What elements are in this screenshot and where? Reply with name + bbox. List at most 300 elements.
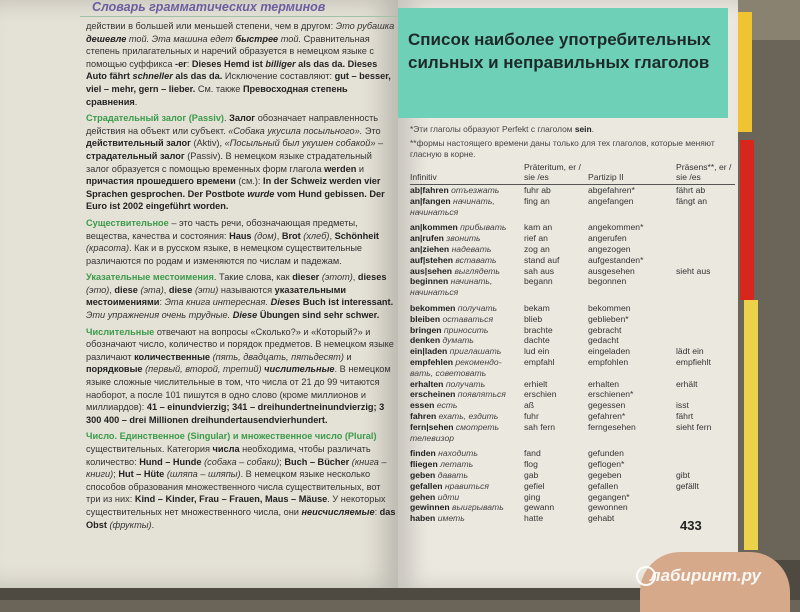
translation: летать [437, 459, 474, 470]
text-run: . [151, 519, 155, 530]
prasens-cell [676, 314, 735, 325]
translation: нравиться [442, 480, 489, 491]
text-run: числительные [264, 364, 335, 375]
partizip-cell: ferngesehen [588, 421, 636, 432]
text-run: неисчисляемые [301, 506, 375, 517]
text-run: 41 – einundvierzig; 341 – dreihundertneinundvierzig; 3 300 400 – drei Millionen dreihundertausendvierhundert. [86, 402, 385, 425]
table-row [410, 470, 735, 481]
prateritum-cell: brachte [524, 324, 553, 335]
prateritum-cell: empfahl [524, 356, 555, 367]
infinitive-cell [410, 459, 524, 470]
partizip-cell: gefallen [588, 480, 619, 491]
text-run: Schönheit [334, 230, 379, 241]
text-run: dieser [292, 272, 320, 283]
infinitive-cell [410, 217, 524, 233]
prateritum-cell: fand [524, 448, 541, 459]
prasens-cell: erhält [676, 378, 698, 389]
glossary-entry [86, 217, 396, 267]
prasens-cell: gefällt [676, 480, 699, 491]
table-row [410, 266, 735, 277]
prateritum-cell: bekam [524, 302, 550, 313]
infinitive: gehen [410, 491, 436, 502]
infinitive-cell [410, 470, 524, 481]
infinitive-cell [410, 196, 524, 207]
prasens-cell [676, 217, 735, 233]
partizip-cell: erhalten [588, 378, 620, 389]
translation-continuation: начинаться [410, 287, 459, 298]
text-run: . [134, 96, 138, 107]
infinitive: beginnen [410, 276, 449, 287]
infinitive-cell [410, 244, 524, 255]
text-run: Haus [229, 230, 252, 241]
text-run: ; [279, 456, 285, 467]
text-run: . [591, 124, 594, 134]
partizip-cell: geblieben* [588, 313, 629, 324]
prateritum-cell: begann [524, 276, 553, 287]
translation-continuation: вать, советовать [410, 367, 487, 378]
table-header-row [410, 162, 735, 185]
text-run: Hund – Hunde [139, 456, 202, 467]
infinitive-cell [410, 481, 524, 492]
infinitive: an|ziehen [410, 243, 450, 254]
verb-table [410, 162, 735, 524]
infinitive: an|kommen [410, 222, 458, 233]
table-row [410, 389, 735, 400]
text-run: , [163, 284, 169, 295]
infinitive: auf|stehen [410, 254, 453, 265]
table-row [410, 314, 735, 325]
prateritum-cell: gefiel [524, 480, 545, 491]
prateritum-cell: zog an [524, 243, 550, 254]
header-partizip: Partizip II [588, 162, 676, 185]
partizip-cell: gedacht [588, 335, 619, 346]
footnote [410, 138, 735, 160]
text-run: (эти) [194, 284, 219, 295]
text-run: Это рубашка [335, 21, 395, 31]
translation: вставать [453, 254, 497, 265]
text-run: количественные [134, 351, 211, 362]
text-run: необходима, чтобы различать количество: [86, 444, 371, 467]
infinitive: gefallen [410, 480, 443, 491]
prasens-cell: empfiehlt [676, 356, 711, 367]
text-run: dieses [357, 272, 387, 283]
text-run: (собака – собаки) [204, 456, 280, 467]
table-row [410, 217, 735, 233]
table-row [410, 459, 735, 470]
infinitive: bleiben [410, 313, 441, 324]
prasens-cell [676, 492, 735, 503]
text-run: (Passiv). В немецком языке страдательный залог образуется с помощью временных форм глагола [86, 150, 372, 174]
prateritum-cell: aß [524, 400, 535, 411]
text-run: als das da. Dieses Auto fährt [86, 58, 378, 82]
text-run: (см.): [235, 176, 264, 187]
text-run: отвечают на вопросы «Сколько?» и «Который?» и обозначают число, количество и порядок предметов. В немецком языке различают [86, 326, 394, 362]
table-row [410, 502, 735, 513]
partizip-cell: empfohlen [588, 356, 629, 367]
text-run: (книга – книги) [86, 456, 387, 480]
text-run: (дом) [254, 230, 277, 241]
table-row [410, 185, 735, 196]
glossary-entry [86, 112, 396, 213]
infinitive-cell [410, 389, 524, 400]
infinitive-cell [410, 411, 524, 422]
table-row [410, 400, 735, 411]
table-row [410, 276, 735, 287]
infinitive-cell [410, 276, 524, 287]
partizip-cell: gebracht [588, 324, 622, 335]
partizip-cell: abgefahren* [588, 185, 635, 195]
glossary-term: Число. Единственное (Singular) и множественное число (Plural) [86, 431, 377, 442]
glossary-column [86, 20, 396, 535]
text-run: (пять, двадцать, пятьдесят) [212, 351, 344, 362]
text-run: действительный залог [86, 138, 191, 149]
text-run: schneller [132, 71, 173, 82]
prasens-cell [676, 389, 735, 400]
table-row [410, 255, 735, 266]
table-row [410, 411, 735, 422]
prateritum-cell: lud ein [524, 346, 550, 357]
translation: выглядеть [452, 265, 500, 276]
infinitive: an|fangen [410, 195, 451, 206]
translation: идти [435, 491, 460, 502]
partizip-cell: geflogen* [588, 459, 625, 470]
text-run: той. Эта машина едет [126, 33, 236, 44]
infinitive: bringen [410, 324, 442, 335]
translation: выигрывать [449, 502, 504, 513]
text-run: «Посыльный был укушен собакой» [224, 138, 376, 149]
translation: надевать [449, 243, 492, 254]
text-run: Превосходная степень сравнения [86, 83, 348, 107]
table-row [410, 433, 735, 444]
translation-continuation: начинаться [410, 206, 459, 217]
infinitive-cell [410, 335, 524, 346]
table-row [410, 492, 735, 503]
text-run: Эти упражнения очень трудные. [86, 310, 233, 321]
text-run: . Такие слова, как [213, 272, 293, 283]
header-prateritum: Präteritum, er / sie /es [524, 162, 588, 185]
translation: находить [435, 448, 478, 459]
text-run: причастия прошедшего времени [86, 176, 236, 187]
text-run: gut – besser, viel – mehr, gern – lieber. [86, 71, 391, 94]
infinitive: an|rufen [410, 233, 444, 244]
translation: получать [443, 378, 486, 389]
partizip-cell: angezogen [588, 243, 631, 254]
translation: прибывать [457, 222, 507, 233]
infinitive-cell [410, 185, 524, 196]
infinitive: gewinnen [410, 502, 450, 513]
text-run: : [374, 506, 380, 517]
prateritum-cell: sah aus [524, 265, 555, 276]
text-run: Это [362, 125, 381, 136]
table-row [410, 298, 735, 314]
prateritum-cell: erhielt [524, 378, 548, 389]
text-run: указательными местоимениями [86, 284, 347, 308]
text-run: Diese [232, 310, 258, 321]
partizip-cell: gegessen [588, 400, 626, 411]
prasens-cell: isst [676, 400, 689, 411]
text-run: Залог [229, 113, 256, 124]
translation: давать [435, 469, 468, 480]
text-run: Buch ist interessant. [300, 297, 394, 308]
table-row [410, 481, 735, 492]
text-run: . В немецком языке сложные числительные в том, что числа от 21 до 99 читаются наоборот, а после 101 пишутся в одно слово (кроме миллионов и миллиардов): [86, 364, 391, 413]
prateritum-cell: fuhr ab [524, 185, 551, 195]
infinitive: geben [410, 469, 436, 480]
prateritum-cell: rief an [524, 233, 548, 244]
translation: приносить [441, 324, 489, 335]
infinitive-cell [410, 357, 524, 368]
prasens-cell [676, 502, 735, 513]
glossary-term: Существительное [86, 217, 169, 228]
text-run: Dieses [270, 297, 301, 308]
table-row [410, 346, 735, 357]
table-row [410, 357, 735, 368]
infinitive: fern|sehen [410, 421, 454, 432]
infinitive-cell [410, 492, 524, 503]
text-run: wurde [247, 188, 275, 199]
prateritum-cell: fuhr [524, 410, 539, 421]
prasens-cell [676, 276, 735, 287]
translation: есть [434, 400, 458, 411]
page-edge-yellow-lower [744, 300, 758, 550]
partizip-cell: ausgesehen [588, 265, 635, 276]
translation: начинать, [448, 276, 493, 287]
partizip-cell: eingeladen [588, 346, 631, 357]
prasens-cell: fährt ab [676, 185, 706, 195]
prasens-cell [676, 255, 735, 266]
prateritum-cell: erschien [524, 389, 557, 400]
partizip-cell: angefangen [588, 195, 634, 206]
prateritum-cell: flog [524, 459, 538, 470]
prasens-cell [676, 459, 735, 470]
infinitive-cell [410, 422, 524, 433]
text-run: diese [114, 284, 138, 295]
footnotes [410, 124, 735, 163]
prasens-cell [676, 325, 735, 336]
text-run: (эта) [140, 284, 164, 295]
table-row [410, 335, 735, 346]
text-run: (шляпа – шляпы) [166, 469, 241, 480]
infinitive-cell [410, 314, 524, 325]
text-run: In der Schweiz werden vier Sprachen gesprochen. Der Postbote [86, 176, 381, 199]
infinitive: fliegen [410, 459, 438, 470]
section-title: Список наиболее употребительных сильных и неправильных глаголов [408, 30, 711, 72]
glossary-term: Страдательный залог (Passiv) [86, 113, 224, 124]
table-row [410, 422, 735, 433]
prasens-cell [676, 244, 735, 255]
infinitive-cell [410, 298, 524, 314]
infinitive: finden [410, 448, 436, 459]
partizip-cell: erschienen* [588, 389, 634, 400]
infinitive: erscheinen [410, 389, 456, 400]
prasens-cell: sieht aus [676, 265, 711, 276]
text-run: als das da. [172, 71, 223, 82]
glossary-entry [86, 271, 396, 321]
page-edge-red [740, 140, 754, 300]
text-run: (фрукты) [109, 519, 152, 530]
prateritum-cell: fing an [524, 195, 550, 206]
text-run: , [352, 272, 358, 283]
prateritum-cell: gab [524, 469, 539, 480]
header-infinitiv: Infinitiv [410, 162, 524, 185]
text-run: быстрее [235, 33, 279, 44]
text-run: **формы настоящего времени даны только для тех глаголов, которые меняют гласную в корне. [410, 138, 715, 159]
text-run: Сравнительная степень прилагательных и наречий образуется в немецком языке с помощью суффикса [86, 33, 375, 69]
table-row [410, 368, 735, 379]
translation: начинать, [450, 195, 495, 206]
table-row [410, 287, 735, 298]
translation: смотреть [453, 421, 500, 432]
prateritum-cell: kam an [524, 222, 553, 233]
watermark: лабиринт.ру [650, 566, 761, 585]
translation: появляться [455, 389, 506, 400]
glossary-entry [86, 326, 396, 427]
infinitive-cell [410, 400, 524, 411]
partizip-cell: aufgestanden* [588, 254, 644, 265]
running-head-rule [80, 16, 400, 17]
table-row [410, 207, 735, 218]
partizip-cell: gefunden [588, 448, 624, 459]
translation: отъезжать [448, 185, 500, 195]
infinitive-cell [410, 513, 524, 524]
prasens-cell: fängt an [676, 195, 708, 206]
prasens-cell: fährt [676, 410, 694, 421]
text-run: Kind – Kinder, Frau – Frauen, Maus – Mäuse [134, 494, 328, 505]
infinitive-cell [410, 346, 524, 357]
text-run: Brot [281, 230, 301, 241]
partizip-cell: gegeben [588, 469, 622, 480]
text-run: -er [175, 58, 187, 69]
running-head: Словарь грамматических терминов [92, 0, 326, 14]
header-prasens: Präsens**, er / sie /es [676, 162, 735, 185]
text-run: werden [324, 163, 357, 174]
text-run: diese [168, 284, 193, 295]
infinitive: denken [410, 335, 441, 346]
text-run: . [224, 113, 230, 124]
text-run: Dieses Hemd ist [191, 58, 266, 69]
glossary-entry [86, 430, 396, 531]
text-run: : [186, 58, 192, 69]
text-run: – [375, 138, 384, 149]
text-run: Hut – Hüte [118, 469, 165, 480]
prateritum-cell: dachte [524, 335, 550, 346]
translation: оставаться [440, 313, 494, 324]
text-run: . Как и в русском языке, в немецком существительные различаются по родам и изменяются по числам и падежам. [86, 243, 363, 266]
text-run: действии в большей или меньшей степени, чем в другом: [86, 21, 336, 31]
text-run: и [343, 351, 352, 362]
text-run: , [109, 284, 115, 295]
prasens-cell [676, 443, 735, 459]
table-row [410, 196, 735, 207]
partizip-cell: gefahren* [588, 410, 626, 421]
text-run: и [356, 163, 364, 174]
glossary-entry [86, 20, 396, 108]
prasens-cell [676, 233, 735, 244]
text-run: das Obst [86, 506, 396, 530]
translation-continuation: телевизор [410, 432, 455, 443]
text-run: обозначает направленность действия на объект или субъект. [86, 113, 379, 136]
translation: иметь [435, 513, 465, 524]
partizip-cell: gehabt [588, 513, 615, 524]
footnote [410, 124, 735, 135]
prasens-cell: lädt ein [676, 346, 704, 357]
translation: звонить [443, 233, 481, 244]
partizip-cell: begonnen [588, 276, 627, 287]
page-number: 433 [680, 518, 702, 533]
text-run: называются [218, 284, 275, 295]
translation: ехать, ездить [436, 410, 499, 421]
text-run: vom Hund gebissen. Der Euro ist 2002 eingeführt worden. [86, 188, 385, 212]
text-run: Übungen sind sehr schwer. [257, 310, 380, 321]
text-run: См. также [195, 83, 243, 94]
text-run: (красота) [86, 243, 130, 254]
text-run: ; [113, 469, 119, 480]
text-run: той. [278, 33, 302, 44]
text-run: Buch – Bücher [284, 456, 350, 467]
text-run: «Собака укусила посыльного». [228, 125, 363, 136]
partizip-cell: gegangen* [588, 491, 630, 502]
prateritum-cell: sah fern [524, 421, 556, 432]
text-run: дешевле [86, 33, 127, 44]
text-run: . У некоторых существительных нет множественного числа, они [86, 494, 386, 517]
prateritum-cell: blieb [524, 313, 543, 324]
text-run: (этот) [321, 272, 353, 283]
partizip-cell: angerufen [588, 233, 627, 244]
text-run: (хлеб) [303, 230, 330, 241]
infinitive: ab|fahren [410, 185, 449, 195]
text-run: Эта книга интересная. [164, 297, 271, 308]
text-run: : [159, 297, 165, 308]
infinitive-cell [410, 266, 524, 277]
infinitive: erhalten [410, 378, 444, 389]
glossary-term: Числительные [86, 326, 155, 337]
glossary-term: Указательные местоимения [86, 272, 214, 283]
text-run: порядковые [86, 364, 143, 375]
infinitive: haben [410, 513, 436, 524]
prasens-cell: gibt [676, 469, 690, 480]
text-run: существительных. Категория [86, 444, 213, 454]
infinitive: fahren [410, 410, 437, 421]
partizip-cell: gewonnen [588, 502, 628, 513]
prasens-cell [676, 335, 735, 346]
prateritum-cell: stand auf [524, 254, 560, 265]
table-row [410, 443, 735, 459]
text-run: sein [574, 124, 592, 134]
infinitive-cell [410, 502, 524, 513]
infinitive: ein|laden [410, 346, 448, 357]
page-edge-yellow [738, 12, 752, 132]
infinitive-cell [410, 255, 524, 266]
partizip-cell: bekommen [588, 302, 631, 313]
table-row [410, 244, 735, 255]
infinitive-cell [410, 443, 524, 459]
text-run: , [329, 230, 335, 241]
infinitive: aus|sehen [410, 265, 453, 276]
table-row [410, 379, 735, 390]
prasens-cell [676, 298, 735, 314]
infinitive: empfehlen [410, 356, 453, 367]
text-run: billiger [265, 58, 296, 69]
text-run: страдательный залог [86, 150, 185, 161]
partizip-cell: angekommen* [588, 222, 644, 233]
table-row [410, 325, 735, 336]
translation: приглашать [447, 346, 502, 357]
infinitive: bekommen [410, 302, 456, 313]
prateritum-cell: hatte [524, 513, 544, 524]
translation: получать [455, 302, 498, 313]
text-run: – это часть речи, обозначающая предметы, вещества, качества и состояния: [86, 217, 358, 241]
text-run: Исключение составляют: [222, 71, 335, 82]
